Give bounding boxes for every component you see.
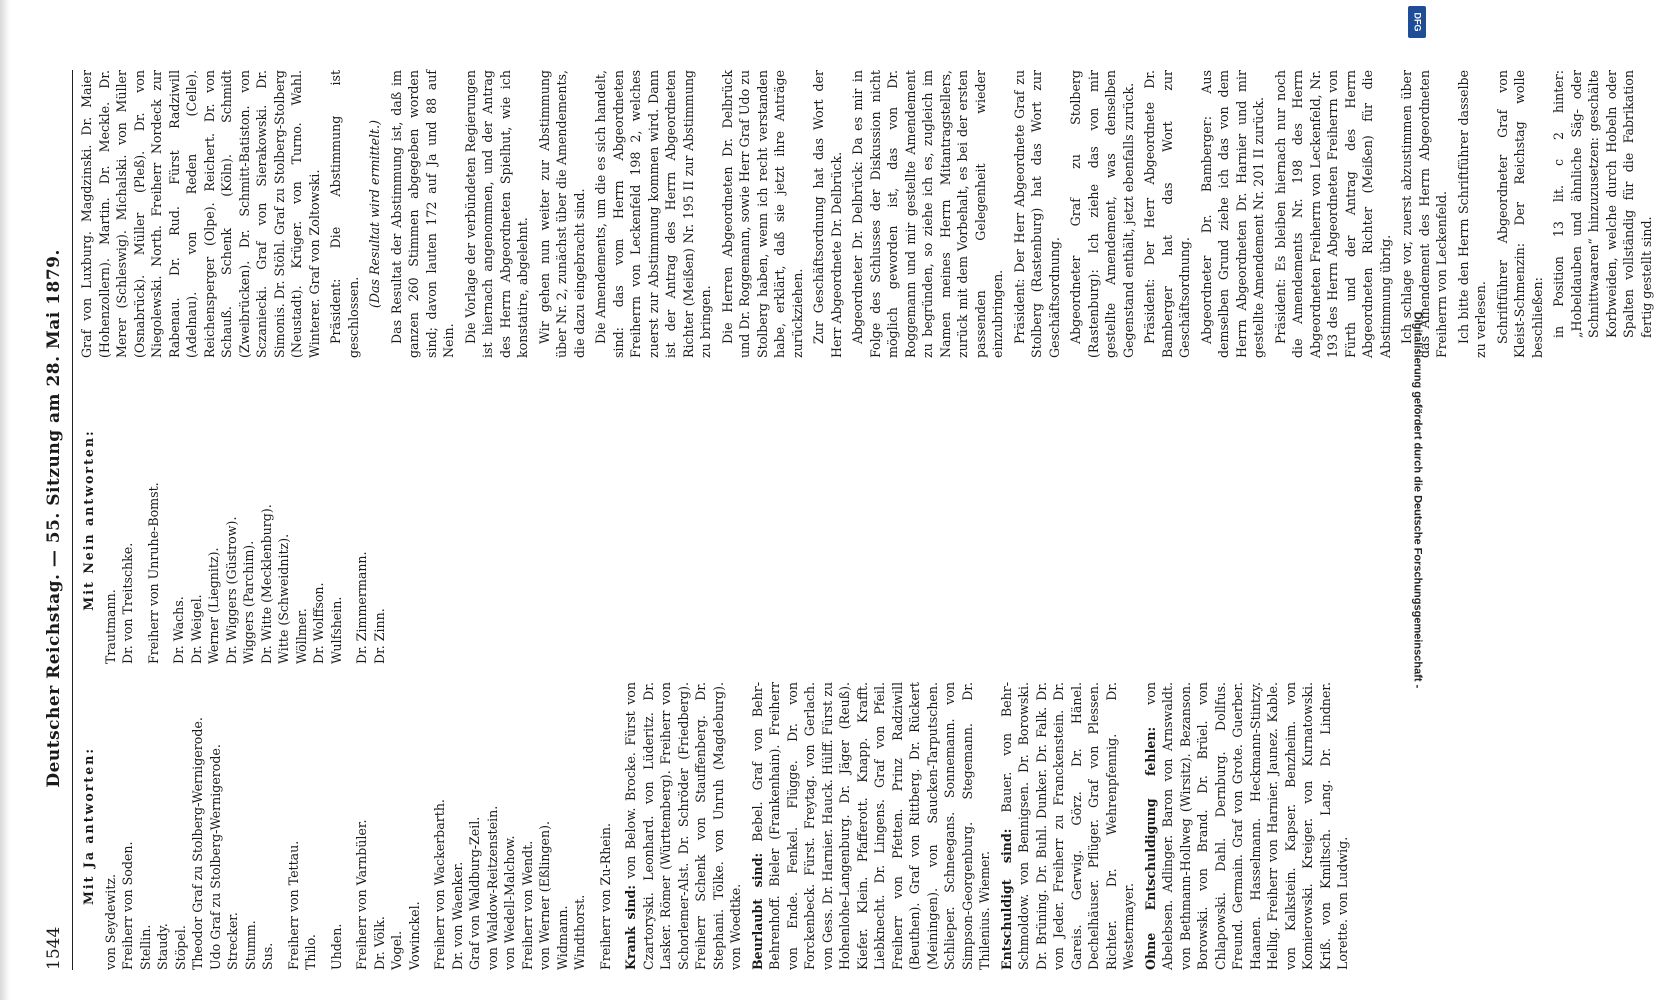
entschuldigt-paragraph (998, 682, 1138, 970)
name-entry: Freiherr von Tettau. (285, 840, 301, 970)
dfg-badge-text: DFG (1412, 12, 1422, 32)
paragraph-5: Die Amendements, um die es sich handelt, sind: das vom Herrn Abgeordneten Freiherrn von Leckenfeld 198 2, welches zuerst zur Abstimmung kommen wird. Dann ist der Antrag des Herrn Abgeordneten Richter (Meißen) Nr. 195 II zur Abstimmung zu bringen. (593, 70, 713, 358)
ja-name-list (102, 682, 277, 970)
paragraph-11: Präsident: Der Herr Abgeordnete Dr. Bamberger hat das Wort zur Geschäftsordnung. (1142, 70, 1192, 358)
side-note-text: Digitalisierung gefördert durch die Deutsche Forschungsgemeinschaft - (1411, 311, 1424, 689)
name-entry: Dr. Zimmermann. (354, 551, 369, 664)
beurlaubt-label: Beurlaubt sind: (749, 852, 765, 970)
paragraph-3: Die Vorlage der verbündeten Regierungen ist hiernach angenommen, und der Antrag des Herrn Abgeordneten Spielhut, wie ich konstatire, abgelehnt. (462, 70, 530, 358)
paragraph-14: Ich schlage vor, zuerst abzustimmen über das Amendement des Herrn Abgeordneten Freiherrn von Leckenfeld. (1399, 70, 1449, 358)
nein-name-list-c (170, 376, 345, 664)
name-entry: Trautmann. (102, 589, 118, 664)
name-entry: von Seydewitz. (102, 873, 118, 970)
side-note (1402, 0, 1432, 1000)
name-entry: Stumm. (242, 920, 258, 970)
name-entry: Witte (Schweidnitz). (276, 533, 291, 664)
paragraph-1b: (Das Resultat wird ermittelt.) (367, 119, 382, 309)
krank-paragraph (622, 682, 745, 970)
name-entry: von Werner (Eßlingen). (537, 820, 552, 970)
paragraph-1: Präsident: Die Abstimmung ist geschlossen. (328, 70, 361, 358)
name-entry: Freiherr von Unruhe-Bomst. (145, 482, 161, 664)
krank-text: von Below. Brocke. Fürst von Czartoryski. Leonhard. von Lüderitz. Dr. Lasker. Römer (Württemberg). Freiherr von Schorlemer-Alst. Dr. Schröder (Friedberg). Freiherr Schenk von Stauffenberg. Dr. Stephani. Tölke. von Unruh (Magdeburg). von Woedtke. (623, 682, 743, 970)
paragraph-13: Präsident: Es bleiben hiernach nur noch die Amendements Nr. 198 des Herrn Abgeordneten Freiherrn von Leckenfeld, Nr. 193 des Herrn Abgeordneten Freiherrn von Fürth und der Antrag des Herrn Abgeordneten Richter (Meißen) für die Abstimmung übrig. (1272, 70, 1393, 358)
name-entry: Dr. Weigel. (188, 594, 204, 664)
paragraph-2: Das Resultat der Abstimmung ist, daß im ganzen 260 Stimmen abgegeben worden sind; davon lauten 172 auf Ja und 88 auf Nein. (388, 70, 456, 358)
beurlaubt-text: Bebel. Graf von Behr-Behrenhoff. Bieler (Frankenhain). Freiherr von Ende. Fenkel. Flügge. Dr. von Forckenbeck. Fürst. Freytag. von Gerlach. von Gess. Dr. Harnier. Hauck. Hülff. Fürst zu Hohenlohe-Langenburg. Dr. Jäger (Reuß). Kiefer. Klein. Pfafferott. Knapp. Krafft. Liebknecht. Dr. Lingens. Graf von Pfeil. Freiherr von Pfetten. Prinz Radziwill (Beuthen). Graf von Rittberg. Dr. Rückert (Meiningen). von Saucken-Tarputschen. Schlieper. Schneegans. Sonnemann. von Simpson-Georgenburg. Stegemann. Dr. Thilenius. Wiemer. (749, 682, 992, 970)
page-number: 1544 (44, 926, 64, 970)
name-entry: Wöllmer. (293, 608, 309, 664)
paragraph-12: Abgeordneter Dr. Bamberger: Aus demselben Grund ziehe ich das von dem Herrn Abgeordneten Dr. Harnier und mir gestellte Amendement Nr. 201 II zurück. (1198, 70, 1266, 358)
name-entry: Stellin. (137, 924, 153, 970)
name-entry: Dr. Witte (Mecklenburg). (258, 504, 274, 664)
name-entry: Freiherr von Varnbüler. (354, 819, 369, 970)
name-entry: Thilo. (303, 934, 318, 970)
name-entry: Staudy. (155, 923, 170, 970)
nein-name-list-b (145, 376, 163, 664)
name-entry: Dr. von Treitschke. (120, 542, 135, 664)
paragraph-4: Wir gehen nun weiter zur Abstimmung über Nr. 2, zunächst über die Amendements, die dazu eingebracht sind. (536, 70, 587, 358)
paragraph-16: Schriftführer Abgeordneter Graf von Kleist-Schmenzin: Der Reichstag wolle beschließen: (1494, 70, 1545, 358)
name-entry: Dr. Wolffson. (311, 582, 326, 664)
name-entry: Freiherr von Wackerbarth. (432, 799, 447, 970)
name-entry: Freiherr von Soden. (120, 841, 135, 970)
name-entry: Wiggers (Parchim). (241, 540, 256, 664)
name-entry: Sus. (260, 942, 275, 970)
name-entry: Widmann. (554, 905, 570, 970)
page-header (40, 70, 73, 970)
paragraph-6: Die Herren Abgeordneten Dr. Delbrück und Dr. Roggemann, sowie Herr Graf Udo zu Stolberg haben, wenn ich recht verstanden habe, erklärt, daß sie jetzt ihre Anträge zurückziehen. (719, 70, 805, 358)
name-entry: Strecker. (225, 912, 240, 970)
name-entry: Vogel. (389, 930, 404, 970)
paragraph-17: in Position 13 lit. c 2 hinter: „Hobeldauben und ähnliche Säg- oder Schnittwaaren“ hinzuzusetzen: geschälte Korbweiden, welche durch Hobeln oder Spalten vollständig für die Fabrikation fertig gestellt sind. (1551, 70, 1654, 338)
name-entry: Windthorst. (572, 894, 587, 970)
name-list-d (353, 682, 423, 970)
name-entry: Dr. Zinn. (371, 608, 387, 664)
entschuldigt-text: Bauer. von Behr-Schmoldow. von Bennigsen. Dr. Borowski. Dr. Brüning. Dr. Buhl. Dunker. Dr. Falk. Dr. von Jeder. Freiherr zu Franckenstein. Dr. Gareis. Gerwig. Görz. Dr. Hänel. Dechelhäuser. Pflüger. Graf von Plessen. Richter. Dr. Wehrenpfennig. Dr. Westermayer. (998, 682, 1136, 970)
beurlaubt-paragraph (749, 682, 994, 970)
paragraph-15: Ich bitte den Herrn Schriftführer dasselbe zu verlesen. (1455, 70, 1488, 358)
entschuldigt-label: Entschuldigt sind: (998, 828, 1014, 970)
name-list-c (328, 682, 346, 970)
dfg-logo-icon (1408, 6, 1426, 38)
name-entry: Stöpel. (172, 925, 188, 970)
name-entry: Graf von Waldburg-Zeil. (467, 816, 482, 970)
paragraph-7: Zur Geschäftsordnung hat das Wort der Herr Abgeordnete Dr. Delbrück. (811, 70, 844, 358)
paragraph-8: Abgeordneter Dr. Delbrück: Da es mir in Folge des Schlusses der Diskussion nicht möglich geworden ist, das von Dr. Roggemann und mir gestellte Amendement zu begründen, so ziehe ich es, zugleich im Namen meines Herrn Mitantragstellers, zurück mit dem Vorbehalt, es bei der ersten passenden Gelegenheit wieder einzubringen. (850, 70, 1005, 358)
name-entry: Dr. Völk. (371, 916, 387, 970)
ja-heading: Mit Ja antworten: (81, 746, 96, 906)
nein-name-list-d (353, 376, 388, 664)
name-entry: Dr. Wachs. (171, 596, 186, 664)
name-list-e (431, 682, 589, 970)
name-list-f (597, 682, 615, 970)
name-entry: Wulfshein. (328, 596, 344, 664)
name-entry: Udo Graf zu Stolberg-Wernigerode. (207, 744, 223, 970)
name-entry: Vowinckel. (406, 901, 422, 970)
krank-label: Krank sind: (623, 885, 638, 970)
name-entry: von Waldow-Reitzenstein. (484, 805, 500, 970)
nein-heading: Mit Nein antworten: (81, 429, 96, 611)
name-entry: Uhden. (328, 923, 344, 970)
ohne-label: Ohne Entschuldigung fehlen: (1142, 726, 1158, 970)
nein-name-list (102, 376, 137, 664)
name-entry: Freiherr von Wendt. (519, 840, 535, 970)
name-entry: Theodor Graf zu Stolberg-Wernigerode. (190, 717, 205, 970)
name-entry: Freiherr von Zu-Rhein. (597, 823, 613, 970)
ohne-text: von Abelebsen. Adlinger. Baron von Arnswaldt. von Bethmann-Hollweg (Wirsitz). Bezanson. Borowski. von Brand. Dr. Brüel. von Chlapowski. Dahl. Dernburg. Dollfus. Freund. Germain. Graf von Grote. Guerber. Haanen. Hasselmann. Heckmann-Stintzy. Hellig. Freiherr von Harnier. Jaunez. Kable. von Kalkstein. Kapser. Benzheim. von Komierowski. Kreiger. von Kurnatowski. Kriß. von Kmiltsch. Lang. Dr. Lindner. Lorette. von Ludwig. (1142, 682, 1350, 970)
paragraph-10: Abgeordneter Graf zu Stolberg (Rastenburg): Ich ziehe das von mir gestellte Amendement, was denselben Gegenstand enthält, jetzt ebenfalls zurück. (1068, 70, 1136, 358)
name-entry: Dr. Wiggers (Güstrow). (223, 516, 239, 664)
paragraph-9: Präsident: Der Herr Abgeordnete Graf zu Stolberg (Rastenburg) hat das Wort zur Geschäftsordnung. (1011, 70, 1062, 358)
page-title: Deutscher Reichstag. — 55. Sitzung am 28. Mai 1879. (44, 249, 64, 788)
name-list-b (285, 682, 320, 970)
name-entry: Werner (Liegnitz). (206, 547, 221, 664)
ohne-paragraph (1142, 682, 1352, 970)
names-paragraph: Graf von Luxburg. Magdzinski. Dr. Maier (Hohenzollern). Martin. Dr. Meckle. Dr. Merer (Schleswig). Michalski. von Müller (Osnabrück). Müller (Pleß). Dr. von Niegolewski. North. Freiherr Nordeck zur Rabenau. Dr. Rud. Fürst Radziwill (Adelnau). von Reden (Celle). Reichensperger (Olpe). Reichert. Dr. von Schauß. Schenk (Köln). Schmidt (Zweibrücken). Dr. Schmitt-Batiston. von Sczaniecki. Graf von Sierakowski. Dr. Simonis. Dr. Stöhl. Graf zu Stolberg-Stolberg (Neustadt). Krüger. von Turno. Wahl. Winterer. Graf von Zoltowski. (79, 70, 322, 358)
name-entry: Dr. von Waenker. (449, 861, 465, 970)
name-entry: von Wedell-Malchow. (502, 835, 517, 970)
